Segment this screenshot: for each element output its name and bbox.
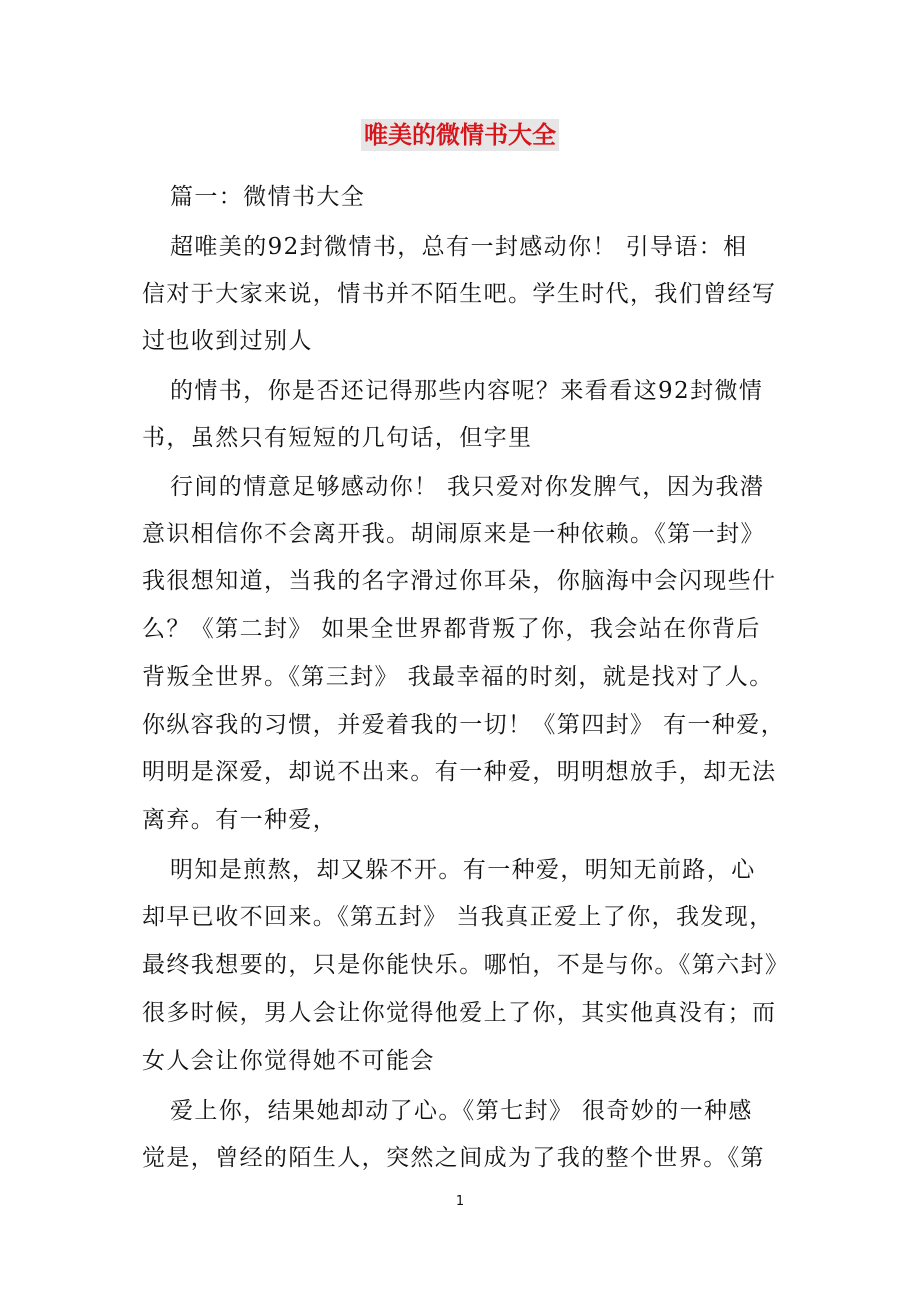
paragraph-line: 明知是煎熬，却又躲不开。有一种爱，明知无前路，心 — [170, 857, 756, 883]
paragraph-line: 我很想知道，当我的名字滑过你耳朵，你脑海中会闪现些什 — [142, 568, 777, 594]
paragraph-line: 觉是，曾经的陌生人，突然之间成为了我的整个世界。《第 — [142, 1145, 765, 1171]
document-title — [0, 113, 920, 157]
paragraph-line: 却早已收不回来。《第五封》 当我真正爱上了你，我发现， — [142, 904, 774, 930]
paragraph-line: 爱上你，结果她却动了心。《第七封》 很奇妙的一种感 — [170, 1098, 753, 1124]
paragraph-line: 最终我想要的，只是你能快乐。哪怕，不是与你。《第六封》 — [142, 952, 790, 978]
paragraph-line: 行间的情意足够感动你！ 我只爱对你发脾气，因为我潜 — [170, 474, 765, 500]
paragraph-line: 过也收到过别人 — [142, 328, 313, 354]
paragraph-line: 很多时候，男人会让你觉得他爱上了你，其实他真没有；而 — [142, 1000, 777, 1026]
paragraph-line: 的情书，你是否还记得那些内容呢？来看看这92封微情 — [170, 378, 764, 404]
document-title-text: 唯美的微情书大全 — [361, 119, 559, 151]
paragraph-line: 背叛全世界。《第三封》 我最幸福的时刻，就是找对了人。 — [142, 664, 774, 690]
paragraph-line: 超唯美的92封微情书，总有一封感动你！ 引导语：相 — [170, 234, 748, 260]
page-number: 1 — [455, 1194, 465, 1209]
paragraph-line: 明明是深爱，却说不出来。有一种爱，明明想放手，却无法 — [142, 759, 777, 785]
paragraph-line: 女人会让你觉得她不可能会 — [142, 1048, 435, 1074]
paragraph-line: 书，虽然只有短短的几句话，但字里 — [142, 425, 533, 451]
paragraph-line: 离弃。有一种爱， — [142, 807, 338, 833]
paragraph-line: 信对于大家来说，情书并不陌生吧。学生时代，我们曾经写 — [142, 281, 777, 307]
paragraph-line: 你纵容我的习惯，并爱着我的一切！《第四封》 有一种爱， — [142, 712, 786, 738]
paragraph-line: 意识相信你不会离开我。胡闹原来是一种依赖。《第一封》 — [142, 521, 765, 547]
paragraph-line: 么？《第二封》 如果全世界都背叛了你，我会站在你背后 — [142, 616, 761, 642]
section-heading: 篇一：微情书大全 — [170, 184, 366, 210]
